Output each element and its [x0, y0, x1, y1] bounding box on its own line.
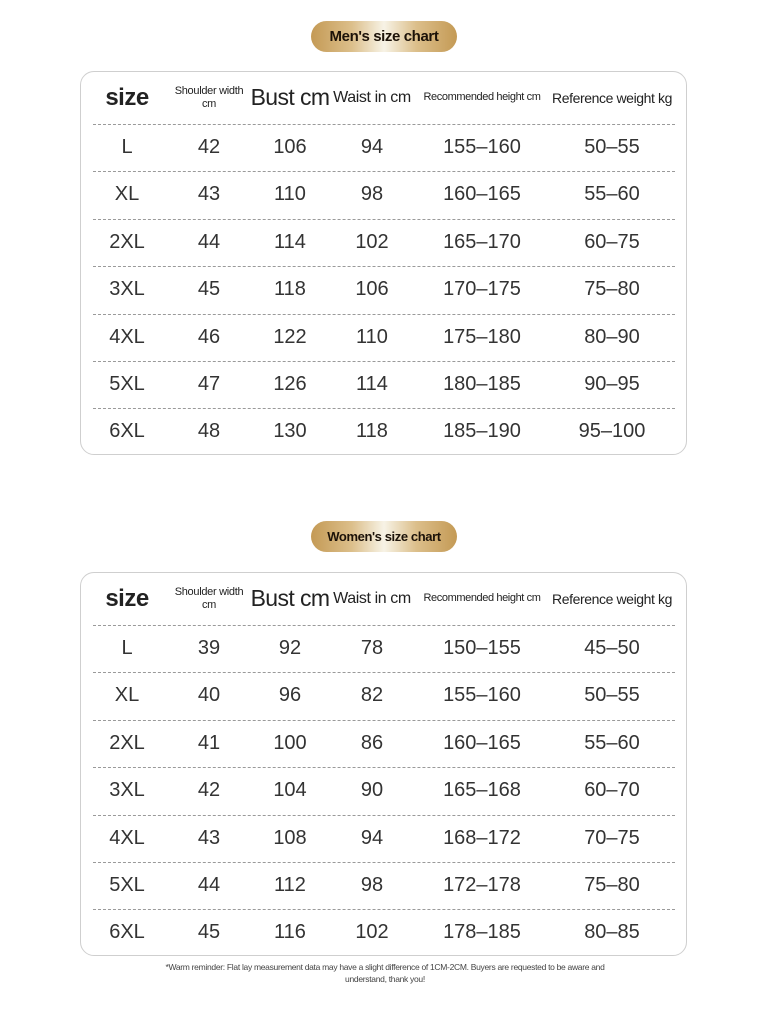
- cell-shoulder-width: 44: [197, 874, 221, 896]
- header-recommended-height: Recommended height cm: [423, 91, 541, 104]
- cell-waist: 82: [360, 684, 384, 707]
- table-row: [81, 361, 688, 408]
- cell-recommended-height: 150–155: [443, 637, 521, 659]
- table-row: [81, 767, 688, 814]
- header-shoulder-width: [169, 72, 249, 124]
- cell-bust: 96: [278, 684, 302, 707]
- cell-recommended-height: 175–180: [443, 325, 521, 348]
- cell-reference-weight: 50–55: [584, 684, 640, 707]
- header-reference-weight: Reference weight kg: [551, 590, 673, 607]
- cell-reference-weight: 95–100: [578, 420, 646, 443]
- cell-shoulder-width: 44: [197, 230, 221, 253]
- cell-shoulder-width: 39: [197, 637, 221, 659]
- cell-waist: 98: [360, 874, 384, 896]
- cell-bust: 114: [274, 230, 306, 253]
- table-row: [81, 815, 688, 862]
- cell-shoulder-width: 42: [197, 136, 221, 158]
- cell-size: L: [121, 637, 133, 659]
- cell-reference-weight: 80–90: [584, 325, 640, 348]
- table-row: [81, 862, 688, 909]
- cell-shoulder-width: 43: [197, 826, 221, 849]
- cell-waist: 102: [355, 230, 389, 253]
- cell-recommended-height: 180–185: [443, 373, 521, 395]
- cell-shoulder-width: 48: [197, 420, 221, 443]
- cell-bust: 130: [273, 420, 307, 443]
- womens-size-chart-title: Women's size chart: [311, 521, 457, 552]
- cell-reference-weight: 70–75: [584, 826, 640, 849]
- cell-size: 5XL: [109, 874, 145, 896]
- header-shoulder-line2: cm: [201, 98, 217, 110]
- table-row: [81, 720, 688, 767]
- table-row: [81, 266, 688, 313]
- header-reference-weight: Reference weight kg: [551, 89, 673, 106]
- header-recommended-height: Recommended height cm: [423, 592, 541, 605]
- cell-size: 3XL: [109, 278, 145, 301]
- cell-bust: 108: [273, 826, 307, 849]
- header-size: size: [105, 584, 149, 612]
- table-header: [81, 72, 688, 124]
- header-waist: Waist in cm: [333, 89, 411, 107]
- cell-bust: 118: [274, 278, 306, 301]
- cell-recommended-height: 170–175: [443, 278, 521, 301]
- cell-recommended-height: 165–170: [443, 230, 521, 253]
- cell-size: XL: [114, 684, 140, 707]
- header-shoulder-line1: Shoulder width: [174, 84, 244, 97]
- header-size: size: [105, 83, 149, 111]
- mens-size-table: [80, 71, 687, 455]
- cell-recommended-height: 178–185: [443, 921, 521, 944]
- cell-recommended-height: 155–160: [443, 684, 521, 707]
- cell-shoulder-width: 45: [197, 921, 221, 944]
- cell-reference-weight: 60–70: [584, 779, 640, 802]
- cell-shoulder-width: 47: [197, 373, 221, 395]
- cell-waist: 86: [360, 731, 384, 754]
- cell-size: XL: [114, 183, 140, 206]
- table-row: [81, 124, 688, 171]
- cell-recommended-height: 165–168: [443, 779, 521, 802]
- cell-shoulder-width: 40: [197, 684, 221, 707]
- cell-recommended-height: 160–165: [443, 731, 521, 754]
- cell-size: 2XL: [109, 731, 145, 754]
- cell-bust: 116: [274, 921, 306, 944]
- cell-waist: 98: [360, 183, 384, 206]
- header-shoulder-line2: cm: [201, 599, 217, 611]
- cell-reference-weight: 50–55: [584, 136, 640, 158]
- header-bust: Bust cm: [250, 585, 330, 612]
- cell-waist: 110: [356, 325, 388, 348]
- cell-size: L: [121, 136, 133, 158]
- cell-recommended-height: 172–178: [443, 874, 521, 896]
- cell-recommended-height: 185–190: [443, 420, 521, 443]
- cell-reference-weight: 75–80: [584, 874, 640, 896]
- mens-size-chart-title: Men's size chart: [311, 21, 457, 52]
- cell-size: 6XL: [109, 420, 145, 443]
- cell-shoulder-width: 45: [197, 278, 221, 301]
- header-shoulder-line1: Shoulder width: [174, 585, 244, 598]
- cell-bust: 110: [274, 183, 306, 206]
- cell-waist: 106: [355, 278, 389, 301]
- cell-shoulder-width: 43: [197, 183, 221, 206]
- cell-size: 2XL: [109, 230, 145, 253]
- cell-shoulder-width: 41: [197, 731, 221, 754]
- cell-bust: 100: [273, 731, 307, 754]
- cell-bust: 92: [278, 637, 302, 659]
- cell-shoulder-width: 42: [197, 779, 221, 802]
- cell-reference-weight: 45–50: [584, 637, 640, 659]
- header-bust: Bust cm: [250, 84, 330, 111]
- cell-reference-weight: 75–80: [584, 278, 640, 301]
- table-row: [81, 219, 688, 266]
- measurement-reminder-note: *Warm reminder: Flat lay measurement data may have a slight difference of 1CM-2CM. Buyers are requested to be aware and understand, thank you!: [165, 962, 605, 984]
- table-row: [81, 672, 688, 719]
- cell-size: 5XL: [109, 373, 145, 395]
- cell-bust: 126: [273, 373, 307, 395]
- cell-reference-weight: 60–75: [584, 230, 640, 253]
- cell-bust: 122: [273, 325, 307, 348]
- cell-recommended-height: 168–172: [443, 826, 521, 849]
- cell-size: 4XL: [109, 325, 145, 348]
- table-row: [81, 625, 688, 672]
- cell-waist: 90: [360, 779, 384, 802]
- cell-size: 6XL: [109, 921, 145, 944]
- table-row: [81, 909, 688, 956]
- table-row: [81, 314, 688, 361]
- cell-waist: 78: [360, 637, 384, 659]
- cell-bust: 112: [274, 874, 306, 896]
- cell-shoulder-width: 46: [197, 325, 221, 348]
- table-header: [81, 573, 688, 625]
- cell-bust: 104: [273, 779, 307, 802]
- cell-recommended-height: 160–165: [443, 183, 521, 206]
- cell-reference-weight: 55–60: [584, 731, 640, 754]
- cell-reference-weight: 80–85: [584, 921, 640, 944]
- header-shoulder-width: [169, 573, 249, 625]
- cell-bust: 106: [273, 136, 307, 158]
- cell-reference-weight: 55–60: [584, 183, 640, 206]
- cell-waist: 114: [356, 373, 388, 395]
- cell-waist: 94: [360, 136, 384, 158]
- cell-waist: 94: [360, 826, 384, 849]
- cell-recommended-height: 155–160: [443, 136, 521, 158]
- cell-size: 3XL: [109, 779, 145, 802]
- cell-size: 4XL: [109, 826, 145, 849]
- cell-waist: 118: [356, 420, 388, 443]
- table-row: [81, 171, 688, 218]
- header-waist: Waist in cm: [333, 590, 411, 608]
- womens-size-table: [80, 572, 687, 956]
- table-row: [81, 408, 688, 455]
- cell-waist: 102: [355, 921, 389, 944]
- cell-reference-weight: 90–95: [584, 373, 640, 395]
